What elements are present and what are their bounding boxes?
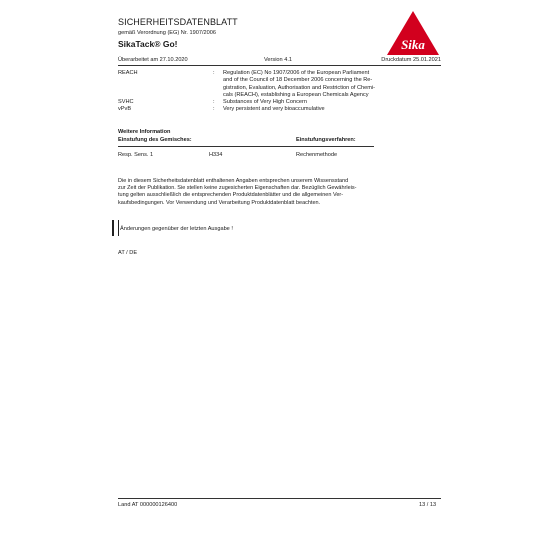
classification-method-heading: Einstufungsverfahren: [296,137,356,143]
change-bar [112,220,119,236]
regulation-description [223,106,441,113]
regulations-section [118,70,441,114]
hazard-code: H334 [209,152,223,158]
regulation-row [118,70,441,99]
classification-header [118,137,374,145]
regulation-line: and of the Council of 18 December 2006 concerning the Re- [223,77,373,84]
footer-land-number: Land AT 000000126400 [118,502,178,508]
logo-wordmark: Sika [401,37,425,52]
header-divider [118,65,441,66]
regulation-row [118,106,441,113]
disclaimer-line: zur Zeit der Publikation. Sie stellen keine zugesicherten Eigenschaften dar. Bezüglich Gewährleis- [118,185,357,192]
regulation-reference: gemäß Verordnung (EG) Nr. 1907/2006 [118,30,216,36]
regulation-description [223,99,441,106]
regulation-line: Very persistent and very bioaccumulative [223,106,325,113]
regulation-line: cals (REACH), establishing a European Chemicals Agency [223,91,369,98]
disclaimer-line: tung gelten ausschließlich die entsprechenden Produktdatenblätter und die allgemeinen Ver- [118,192,344,199]
revision-date: Überarbeitet am 27.10.2020 [118,57,188,63]
regulation-line: Substances of Very High Concern [223,99,307,106]
classification-heading: Einstufung des Gemisches: [118,137,192,143]
regulation-key: SVHC [118,99,134,106]
regulation-row [118,99,441,106]
document-meta-row [118,57,441,65]
regulation-line: Regulation (EC) No 1907/2006 of the European Parliament [223,70,370,76]
further-information-heading: Weitere Information [118,129,171,135]
version-label: Version 4.1 [264,57,292,63]
regulation-key: REACH [118,70,138,76]
hazard-category: Resp. Sens. 1 [118,152,154,158]
disclaimer-line: kaufsbedingungen. Vor Verwendung und Verarbeitung Produktdatenblatt beachten. [118,199,321,206]
print-date: Druckdatum 25.01.2021 [381,57,441,63]
classification-row [118,152,374,160]
regulation-key: vPvB [118,106,132,113]
footer-divider [118,498,441,499]
change-note: Änderungen gegenüber der letzten Ausgabe ! [120,226,233,232]
classification-method: Rechenmethode [296,152,338,158]
regulation-colon: : [213,106,215,113]
sika-logo [386,10,440,56]
regulation-line: gistration, Evaluation, Authorisation and Restriction of Chemi- [223,84,376,91]
document-title: SICHERHEITSDATENBLATT [118,17,238,27]
country-code: AT / DE [118,250,138,256]
classification-divider [118,146,374,147]
disclaimer-line: Die in diesem Sicherheitsdatenblatt enthaltenen Angaben entsprechen unserem Wissensstand [118,178,349,184]
product-name: SikaTack® Go! [118,39,178,49]
regulation-description [223,70,441,99]
footer-page-number: 13 / 13 [419,502,437,508]
regulation-colon: : [213,70,215,76]
disclaimer-paragraph [118,178,433,207]
regulation-colon: : [213,99,215,106]
